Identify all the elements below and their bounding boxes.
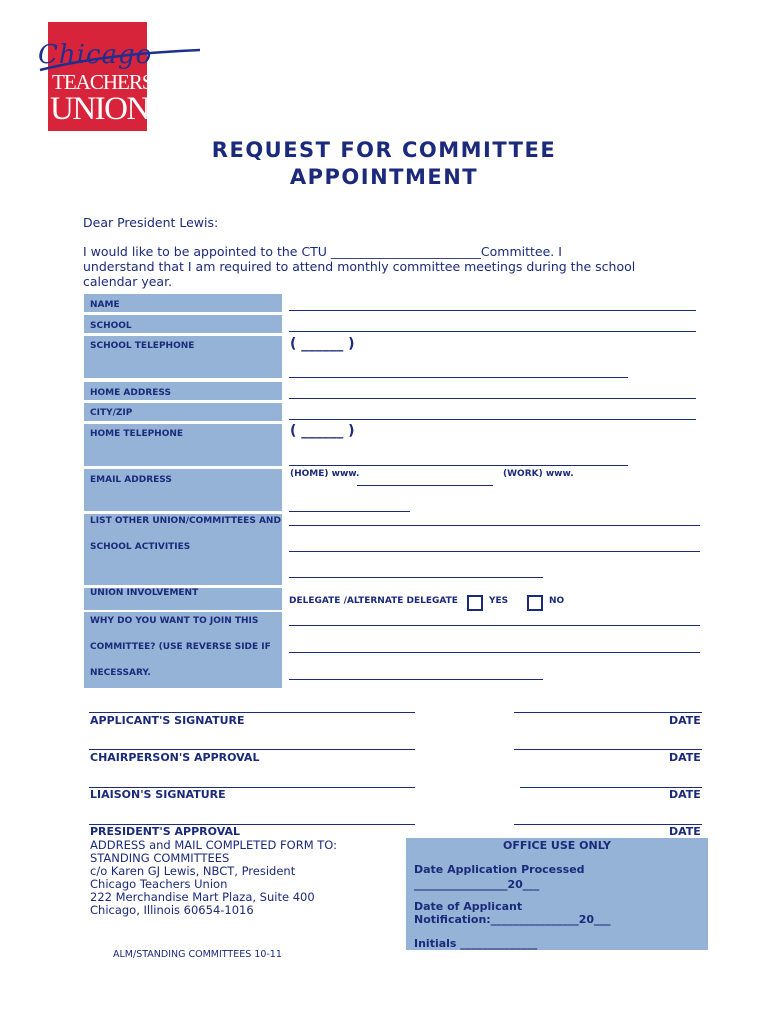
email-home-input-line[interactable] (357, 485, 493, 486)
name-label: NAME (84, 294, 282, 312)
notification-label-1: Date of Applicant (414, 900, 523, 913)
chair-approval-label: CHAIRPERSON'S APPROVAL (90, 751, 260, 764)
email-address-label: EMAIL ADDRESS (84, 469, 282, 511)
page-title-line2: APPOINTMENT (289, 165, 479, 189)
why-input-line-2[interactable] (289, 652, 700, 653)
yes-checkbox[interactable] (467, 595, 483, 611)
liaison-signature-label: LIAISON'S SIGNATURE (90, 788, 226, 801)
logo-swoosh (36, 46, 204, 76)
home-phone-input-line[interactable] (289, 465, 628, 466)
applicant-signature-label: APPLICANT'S SIGNATURE (90, 714, 245, 727)
page-title-line1: REQUEST FOR COMMITTEE (211, 138, 557, 162)
union-involvement-label: UNION INVOLVEMENT (84, 588, 282, 610)
list-other-input-line-2[interactable] (289, 551, 700, 552)
president-approval-label: PRESIDENT'S APPROVAL (90, 825, 240, 838)
applicant-date-line[interactable] (514, 712, 702, 713)
email-home-label: (HOME) www. (290, 469, 360, 479)
chair-date-line[interactable] (514, 749, 702, 750)
school-label: SCHOOL (84, 315, 282, 333)
email-work-label: (WORK) www. (503, 469, 574, 479)
home-telephone-label: HOME TELEPHONE (84, 424, 282, 466)
email-work-input-line[interactable] (289, 511, 410, 512)
address-line-3: c/o Karen GJ Lewis, NBCT, President (90, 864, 296, 878)
address-line-5: 222 Merchandise Mart Plaza, Suite 400 (90, 890, 315, 904)
school-telephone-label: SCHOOL TELEPHONE (84, 336, 282, 378)
delegate-label: DELEGATE /ALTERNATE DELEGATE (289, 596, 458, 606)
chair-date-label: DATE (669, 751, 701, 764)
list-other-label: LIST OTHER UNION/COMMITTEES AND SCHOOL ACTIVITIES (84, 514, 282, 585)
why-join-label: WHY DO YOU WANT TO JOIN THIS COMMITTEE? (USE REVERSE SIDE IF NECESSARY. (84, 612, 282, 688)
date-processed-label: Date Application Processed (414, 863, 585, 876)
applicant-signature-line[interactable] (89, 712, 415, 713)
list-other-input-line-3[interactable] (289, 577, 543, 578)
footer-code: ALM/STANDING COMMITTEES 10-11 (113, 949, 282, 960)
letter-line1: I would like to be appointed to the CTU ________________________Committee. I (83, 244, 562, 259)
address-line-1: ADDRESS and MAIL COMPLETED FORM TO: (90, 838, 338, 852)
school-input-line[interactable] (289, 331, 696, 332)
yes-label: YES (489, 596, 509, 606)
notification-input[interactable]: Notification:________________20___ (414, 913, 611, 926)
school-phone-input-line[interactable] (289, 377, 628, 378)
greeting: Dear President Lewis: (83, 215, 219, 230)
address-line-6: Chicago, Illinois 60654-1016 (90, 903, 254, 917)
letter-line3: calendar year. (83, 274, 173, 289)
why-input-line-1[interactable] (289, 625, 700, 626)
home-address-input-line[interactable] (289, 398, 696, 399)
home-address-label: HOME ADDRESS (84, 382, 282, 400)
home-phone-area-code[interactable]: ( ______ ) (290, 423, 355, 439)
liaison-date-label: DATE (669, 788, 701, 801)
address-line-2: STANDING COMMITTEES (90, 851, 230, 865)
date-processed-input[interactable]: _________________20___ (414, 878, 540, 891)
city-zip-input-line[interactable] (289, 419, 696, 420)
name-input-line[interactable] (289, 310, 696, 311)
logo-union: UNION (50, 91, 149, 127)
no-label: NO (549, 596, 565, 606)
logo-teachers: TEACHERS (52, 70, 153, 94)
office-use-box (406, 838, 708, 950)
letter-line2: understand that I am required to attend monthly committee meetings during the school (83, 259, 636, 274)
chair-signature-line[interactable] (89, 749, 415, 750)
list-other-input-line-1[interactable] (289, 525, 700, 526)
no-checkbox[interactable] (527, 595, 543, 611)
president-date-label: DATE (669, 825, 701, 838)
why-input-line-3[interactable] (289, 679, 543, 680)
applicant-date-label: DATE (669, 714, 701, 727)
address-line-4: Chicago Teachers Union (90, 877, 228, 891)
initials-input[interactable]: Initials ______________ (414, 937, 538, 950)
school-phone-area-code[interactable]: ( ______ ) (290, 336, 355, 352)
city-zip-label: CITY/ZIP (84, 403, 282, 421)
office-use-title: OFFICE USE ONLY (503, 839, 611, 852)
logo-chicago: Chicago (38, 40, 153, 70)
